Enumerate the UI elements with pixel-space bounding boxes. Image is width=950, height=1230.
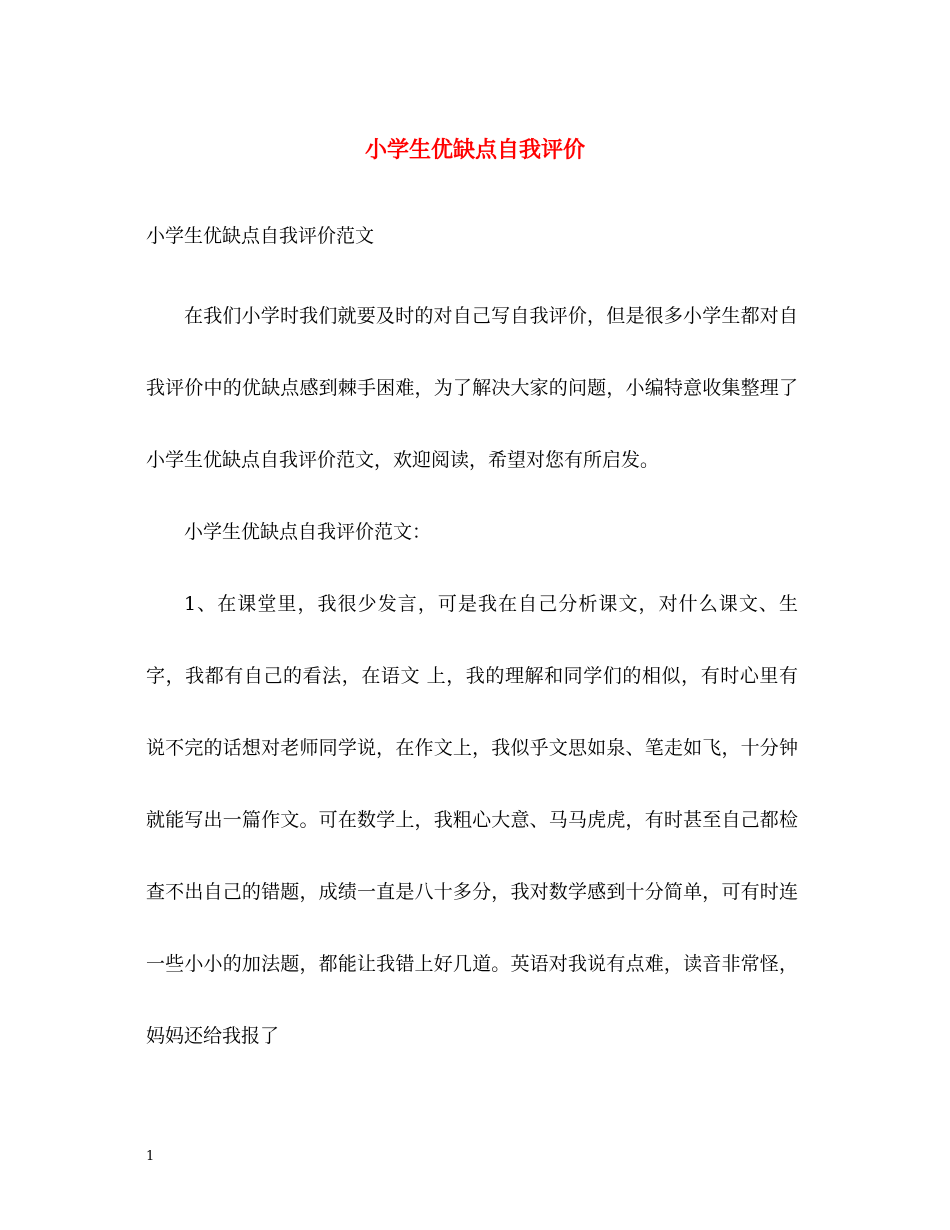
page-number: 1 <box>146 1149 155 1164</box>
paragraph-essay: 1、在课堂里，我很少发言，可是我在自己分析课文，对什么课文、生字，我都有自己的看法，在语文 上，我的理解和同学们的相似，有时心里有说不完的话想对老师同学说，在作文上，我似乎文思如泉、笔走如飞，十分钟就能写出一篇作文。可在数学上，我粗心大意、马马虎虎，有时甚至自己都检查不出自己的错题，成绩一直是八十多分，我对数学感到十分简单，可有时连一些小小的加法题，都能让我错上好几道。英语对我说有点难，读音非常怪，妈妈还给我报了 <box>146 593 798 1047</box>
document-subtitle: 小学生优缺点自我评价范文 <box>146 225 375 247</box>
document-body <box>146 280 798 1072</box>
document-title: 小学生优缺点自我评价 <box>364 137 585 163</box>
paragraph-heading: 小学生优缺点自我评价范文： <box>184 521 432 543</box>
paragraph-intro: 在我们小学时我们就要及时的对自己写自我评价，但是很多小学生都对自我评价中的优缺点感到棘手困难，为了解决大家的问题，小编特意收集整理了小学生优缺点自我评价范文，欢迎阅读，希望对您有所启发。 <box>146 305 798 471</box>
